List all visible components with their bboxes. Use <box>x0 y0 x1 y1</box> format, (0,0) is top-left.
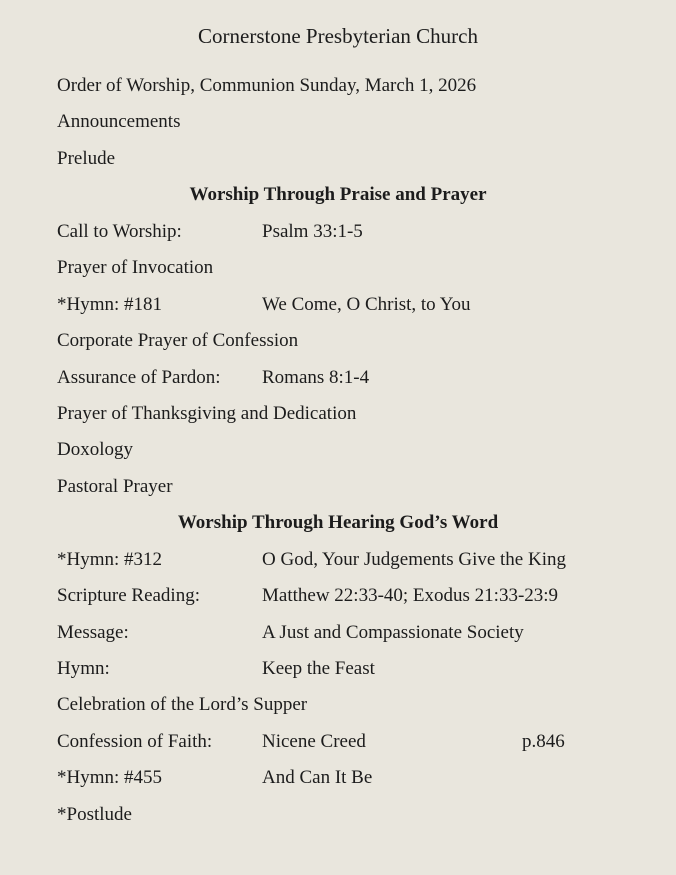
order-line <box>0 651 676 687</box>
order-line <box>0 214 676 250</box>
item-value: Psalm 33:1-5 <box>262 220 363 242</box>
order-line <box>0 469 676 505</box>
order-line <box>0 797 676 833</box>
item-label: Scripture Reading: <box>57 585 200 607</box>
order-line <box>0 104 676 140</box>
item-label: Confession of Faith: <box>57 730 213 752</box>
section-heading: Worship Through Hearing God’s Word <box>177 512 499 534</box>
item-label: *Hymn: #181 <box>57 293 163 315</box>
order-line <box>0 287 676 323</box>
item-label: Order of Worship, Communion Sunday, March 1, 2026 <box>57 75 477 96</box>
section-heading: Worship Through Praise and Prayer <box>189 184 487 206</box>
item-value: A Just and Compassionate Society <box>262 621 524 643</box>
order-line <box>0 687 676 723</box>
order-line <box>0 360 676 396</box>
item-label: Call to Worship: <box>57 220 182 242</box>
order-line <box>0 578 676 614</box>
order-line <box>0 542 676 578</box>
order-line <box>0 141 676 177</box>
item-label: Pastoral Prayer <box>57 475 173 497</box>
order-line <box>0 615 676 651</box>
item-label: *Postlude <box>57 803 132 825</box>
item-value: Matthew 22:33-40; Exodus 21:33-23:9 <box>262 585 559 607</box>
order-line <box>0 250 676 286</box>
order-line <box>0 68 676 104</box>
item-label: *Hymn: #455 <box>57 767 163 789</box>
item-label: Celebration of the Lord’s Supper <box>57 694 308 716</box>
item-label: Hymn: <box>57 658 110 679</box>
item-value: Keep the Feast <box>262 658 375 679</box>
order-line <box>0 396 676 432</box>
page-reference: p.846 <box>522 730 565 752</box>
item-value: We Come, O Christ, to You <box>262 293 471 315</box>
item-label: *Hymn: #312 <box>57 548 163 570</box>
item-label: Prayer of Thanksgiving and Dedication <box>57 402 357 424</box>
order-of-worship-list <box>0 68 676 833</box>
item-value: Romans 8:1-4 <box>262 366 370 388</box>
item-value: And Can It Be <box>262 767 373 789</box>
order-line <box>0 432 676 468</box>
order-line <box>0 323 676 359</box>
item-label: Prayer of Invocation <box>57 257 214 279</box>
item-label: Corporate Prayer of Confession <box>57 330 299 352</box>
item-value: Nicene Creed <box>262 730 366 752</box>
item-label: Assurance of Pardon: <box>57 366 221 388</box>
order-line <box>0 724 676 760</box>
item-label: Doxology <box>57 439 133 461</box>
item-label: Message: <box>57 621 129 643</box>
document-title: Cornerstone Presbyterian Church <box>198 24 478 48</box>
order-line <box>0 760 676 796</box>
item-value: O God, Your Judgements Give the King <box>262 548 566 570</box>
item-label: Announcements <box>57 111 181 133</box>
item-label: Prelude <box>57 147 116 169</box>
